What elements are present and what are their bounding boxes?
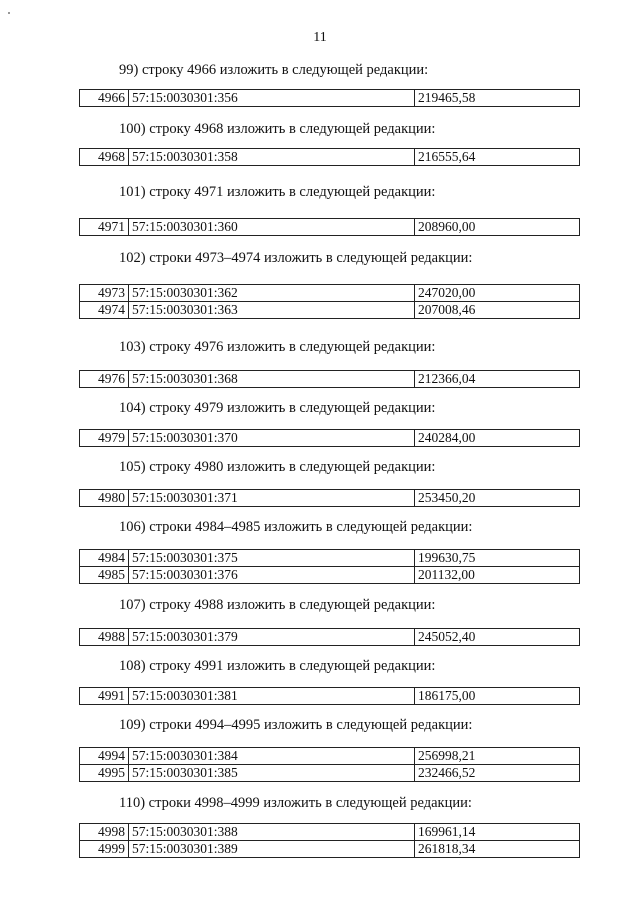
- scan-speck: [8, 12, 10, 14]
- value-cell: 247020,00: [415, 285, 580, 302]
- cadastral-number: 57:15:0030301:362: [129, 285, 415, 302]
- row-number: 4971: [80, 219, 129, 236]
- amendment-heading: 106) строки 4984–4985 изложить в следующей редакции:: [119, 519, 473, 535]
- row-number: 4991: [80, 688, 129, 705]
- value-cell: 261818,34: [415, 841, 580, 858]
- row-number: 4973: [80, 285, 129, 302]
- value-cell: 216555,64: [415, 149, 580, 166]
- cadastral-number: 57:15:0030301:389: [129, 841, 415, 858]
- amendment-heading: 103) строку 4976 изложить в следующей редакции:: [119, 339, 436, 355]
- table-row: [80, 90, 580, 107]
- amendment-heading: 108) строку 4991 изложить в следующей редакции:: [119, 658, 436, 674]
- amendment-heading: 105) строку 4980 изложить в следующей редакции:: [119, 459, 436, 475]
- amendment-table: [79, 628, 580, 646]
- cadastral-number: 57:15:0030301:384: [129, 748, 415, 765]
- table-row: [80, 302, 580, 319]
- table-row: [80, 149, 580, 166]
- table-row: [80, 430, 580, 447]
- cadastral-number: 57:15:0030301:358: [129, 149, 415, 166]
- row-number: 4966: [80, 90, 129, 107]
- row-number: 4976: [80, 371, 129, 388]
- table-row: [80, 567, 580, 584]
- amendment-table: [79, 284, 580, 319]
- amendment-table: [79, 89, 580, 107]
- value-cell: 253450,20: [415, 490, 580, 507]
- value-cell: 207008,46: [415, 302, 580, 319]
- value-cell: 245052,40: [415, 629, 580, 646]
- row-number: 4974: [80, 302, 129, 319]
- amendment-table: [79, 370, 580, 388]
- cadastral-number: 57:15:0030301:356: [129, 90, 415, 107]
- table-row: [80, 765, 580, 782]
- cadastral-number: 57:15:0030301:381: [129, 688, 415, 705]
- amendment-table: [79, 747, 580, 782]
- amendment-table: [79, 148, 580, 166]
- amendment-table: [79, 218, 580, 236]
- amendment-heading: 110) строки 4998–4999 изложить в следующей редакции:: [119, 795, 472, 811]
- cadastral-number: 57:15:0030301:385: [129, 765, 415, 782]
- amendment-heading: 104) строку 4979 изложить в следующей редакции:: [119, 400, 436, 416]
- table-row: [80, 748, 580, 765]
- row-number: 4980: [80, 490, 129, 507]
- row-number: 4985: [80, 567, 129, 584]
- amendment-table: [79, 429, 580, 447]
- row-number: 4998: [80, 824, 129, 841]
- row-number: 4999: [80, 841, 129, 858]
- cadastral-number: 57:15:0030301:388: [129, 824, 415, 841]
- amendment-table: [79, 823, 580, 858]
- value-cell: 208960,00: [415, 219, 580, 236]
- cadastral-number: 57:15:0030301:376: [129, 567, 415, 584]
- amendment-heading: 102) строки 4973–4974 изложить в следующей редакции:: [119, 250, 473, 266]
- value-cell: 219465,58: [415, 90, 580, 107]
- value-cell: 240284,00: [415, 430, 580, 447]
- cadastral-number: 57:15:0030301:360: [129, 219, 415, 236]
- table-row: [80, 824, 580, 841]
- table-row: [80, 285, 580, 302]
- amendment-heading: 107) строку 4988 изложить в следующей редакции:: [119, 597, 436, 613]
- table-row: [80, 371, 580, 388]
- value-cell: 232466,52: [415, 765, 580, 782]
- table-row: [80, 490, 580, 507]
- value-cell: 212366,04: [415, 371, 580, 388]
- amendment-table: [79, 549, 580, 584]
- table-row: [80, 841, 580, 858]
- amendment-table: [79, 489, 580, 507]
- row-number: 4979: [80, 430, 129, 447]
- amendment-heading: 99) строку 4966 изложить в следующей редакции:: [119, 62, 429, 78]
- value-cell: 199630,75: [415, 550, 580, 567]
- page-number: 11: [313, 30, 327, 45]
- row-number: 4984: [80, 550, 129, 567]
- cadastral-number: 57:15:0030301:370: [129, 430, 415, 447]
- row-number: 4995: [80, 765, 129, 782]
- amendment-heading: 109) строки 4994–4995 изложить в следующей редакции:: [119, 717, 473, 733]
- table-row: [80, 629, 580, 646]
- cadastral-number: 57:15:0030301:379: [129, 629, 415, 646]
- cadastral-number: 57:15:0030301:363: [129, 302, 415, 319]
- amendment-heading: 101) строку 4971 изложить в следующей редакции:: [119, 184, 436, 200]
- table-row: [80, 688, 580, 705]
- value-cell: 256998,21: [415, 748, 580, 765]
- cadastral-number: 57:15:0030301:375: [129, 550, 415, 567]
- row-number: 4988: [80, 629, 129, 646]
- value-cell: 169961,14: [415, 824, 580, 841]
- cadastral-number: 57:15:0030301:368: [129, 371, 415, 388]
- amendment-table: [79, 687, 580, 705]
- table-row: [80, 550, 580, 567]
- row-number: 4968: [80, 149, 129, 166]
- row-number: 4994: [80, 748, 129, 765]
- cadastral-number: 57:15:0030301:371: [129, 490, 415, 507]
- value-cell: 186175,00: [415, 688, 580, 705]
- amendment-heading: 100) строку 4968 изложить в следующей редакции:: [119, 121, 436, 137]
- value-cell: 201132,00: [415, 567, 580, 584]
- table-row: [80, 219, 580, 236]
